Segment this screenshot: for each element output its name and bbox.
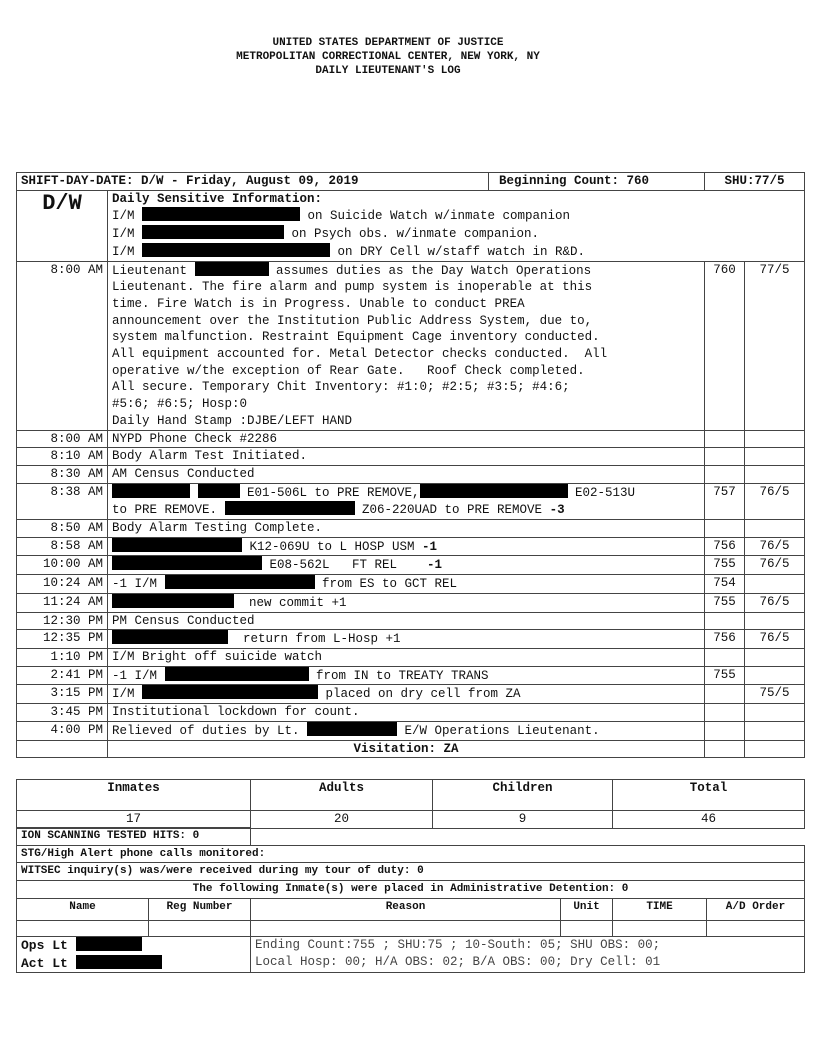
table-row: [17, 881, 805, 899]
log-entry: [17, 685, 805, 704]
shift-code: D/W: [17, 190, 108, 261]
table-cell: [745, 448, 805, 466]
entry-text: [108, 593, 705, 612]
table-cell: [705, 740, 745, 758]
entry-text: [108, 261, 705, 430]
text-segment: Act Lt: [21, 955, 68, 971]
entry-text: [108, 666, 705, 685]
entry-count: 754: [705, 575, 745, 594]
text-segment: I/M: [112, 227, 143, 242]
text-segment: to PRE REMOVE.: [112, 503, 225, 518]
table-cell: [745, 465, 805, 483]
log-entry: [17, 630, 805, 649]
table-cell: [17, 740, 108, 758]
table-cell: [745, 666, 805, 685]
entry-count: 760: [705, 261, 745, 430]
text-segment: I/M: [112, 687, 143, 702]
text-segment: -1 I/M: [112, 577, 165, 592]
entry-time: 8:50 AM: [17, 520, 108, 538]
entry-shu: 76/5: [745, 593, 805, 612]
table-cell: [705, 448, 745, 466]
redaction: [76, 955, 162, 969]
table-cell: [745, 520, 805, 538]
entry-text: [108, 575, 705, 594]
col-total: Total: [613, 780, 805, 811]
log-entry: [17, 465, 805, 483]
witsec-inquiry: WITSEC inquiry(s) was/were received during my tour of duty: 0: [17, 863, 805, 881]
text-segment: Ending Count:755 ; SHU:75 ; 10-South: 05; SHU OBS: 00;: [255, 937, 661, 952]
entry-text: NYPD Phone Check #2286: [108, 430, 705, 448]
entry-count: 755: [705, 556, 745, 575]
adults-value: 20: [251, 811, 433, 829]
text-segment: Relieved of duties by Lt.: [112, 723, 308, 738]
shift-date: SHIFT-DAY-DATE: D/W - Friday, August 09, 2019: [17, 173, 489, 191]
table-cell: [251, 920, 561, 936]
shift-row: [17, 173, 805, 191]
entry-count: 756: [705, 630, 745, 649]
col-reason: Reason: [251, 898, 561, 920]
table-row: [17, 828, 805, 846]
redaction: [142, 207, 300, 221]
redaction: [112, 630, 228, 644]
log-entry: [17, 612, 805, 630]
entry-shu: 76/5: [745, 537, 805, 556]
table-row: [17, 920, 805, 936]
text-segment: on Suicide Watch w/inmate companion: [300, 209, 571, 224]
text-segment: E01-506L to PRE REMOVE,: [239, 485, 420, 500]
entry-text: AM Census Conducted: [108, 465, 705, 483]
entry-time: 12:30 PM: [17, 612, 108, 630]
text-segment: I/M: [112, 209, 143, 224]
table-cell: [745, 575, 805, 594]
entry-time: 8:30 AM: [17, 465, 108, 483]
text-segment: on Psych obs. w/inmate companion.: [284, 227, 540, 242]
redaction: [307, 722, 397, 736]
redaction: [165, 667, 309, 681]
table-row: [17, 936, 805, 972]
col-reg-number: Reg Number: [149, 898, 251, 920]
entry-shu: 76/5: [745, 630, 805, 649]
visitation-title: Visitation: ZA: [108, 740, 705, 758]
table-row: [17, 811, 805, 829]
log-entry: [17, 575, 805, 594]
entry-time: 8:10 AM: [17, 448, 108, 466]
entry-time: 4:00 PM: [17, 721, 108, 740]
table-cell: [707, 920, 805, 936]
entry-text: [108, 721, 705, 740]
text-segment: placed on dry cell from ZA: [318, 687, 521, 702]
table-cell: [251, 828, 805, 846]
entry-text: [108, 556, 705, 575]
total-value: 46: [613, 811, 805, 829]
text-segment: from ES to GCT REL: [314, 577, 458, 592]
text-segment: Ops Lt: [21, 937, 68, 953]
col-ad-order: A/D Order: [707, 898, 805, 920]
redaction: [142, 243, 330, 257]
entry-text: Institutional lockdown for count.: [108, 704, 705, 722]
entry-shu: 76/5: [745, 483, 805, 519]
log-entry: [17, 520, 805, 538]
visitation-table: [16, 779, 805, 829]
text-segment: -3: [549, 503, 565, 518]
log-table: [16, 172, 805, 758]
table-cell: [745, 704, 805, 722]
log-entry: [17, 483, 805, 519]
text-segment: Local Hosp: 00; H/A OBS: 02; B/A OBS: 00; Dry Cell: 01: [255, 954, 661, 969]
entry-time: 12:35 PM: [17, 630, 108, 649]
text-segment: new commit +1: [234, 595, 347, 610]
col-children: Children: [433, 780, 613, 811]
col-inmates: Inmates: [17, 780, 251, 811]
log-entry: [17, 537, 805, 556]
redaction: [198, 484, 240, 498]
text-segment: I/M: [112, 244, 143, 259]
log-entry: [17, 648, 805, 666]
entry-time: 10:00 AM: [17, 556, 108, 575]
table-cell: [705, 612, 745, 630]
table-cell: [705, 721, 745, 740]
table-cell: [745, 721, 805, 740]
entry-text: Body Alarm Testing Complete.: [108, 520, 705, 538]
beginning-count: [489, 173, 705, 191]
header-line-1: UNITED STATES DEPARTMENT OF JUSTICE: [272, 37, 504, 49]
table-cell: [745, 648, 805, 666]
inmates-value: 17: [17, 811, 251, 829]
text-segment: K12-069U to L HOSP USM: [242, 539, 423, 554]
text-segment: on DRY Cell w/staff watch in R&D.: [330, 244, 586, 259]
entry-text: [108, 630, 705, 649]
col-name: Name: [17, 898, 149, 920]
text-segment: return from L-Hosp +1: [228, 632, 401, 647]
text-segment: -1: [427, 558, 443, 573]
entry-text: Body Alarm Test Initiated.: [108, 448, 705, 466]
entry-time: 8:00 AM: [17, 261, 108, 430]
text-segment: Beginning Count: 760: [499, 174, 650, 188]
text-segment: -1 I/M: [112, 668, 165, 683]
redaction: [420, 484, 568, 498]
table-row: [17, 898, 805, 920]
header-line-3: DAILY LIEUTENANT'S LOG: [315, 65, 461, 77]
table-cell: [705, 520, 745, 538]
text-segment: E02-513U: [567, 485, 636, 500]
page-header: [0, 36, 776, 78]
log-entry: [17, 666, 805, 685]
ending-count: [251, 936, 805, 972]
entry-count: 757: [705, 483, 745, 519]
log-entry: [17, 593, 805, 612]
table-row: [17, 845, 805, 863]
redaction: [112, 538, 242, 552]
table-row: [17, 780, 805, 811]
col-unit: Unit: [561, 898, 613, 920]
entry-count: 756: [705, 537, 745, 556]
redaction: [142, 225, 284, 239]
text-segment: E08-562L FT REL: [262, 558, 428, 573]
table-cell: [705, 685, 745, 704]
redaction: [142, 685, 318, 699]
redaction: [112, 484, 190, 498]
redaction: [225, 501, 355, 515]
entry-count: 755: [705, 593, 745, 612]
visitation-row: [17, 740, 805, 758]
table-cell: [745, 740, 805, 758]
entry-time: 3:15 PM: [17, 685, 108, 704]
table-cell: [17, 920, 149, 936]
table-cell: [705, 430, 745, 448]
entry-text: I/M Bright off suicide watch: [108, 648, 705, 666]
table-cell: [705, 704, 745, 722]
entry-time: 8:00 AM: [17, 430, 108, 448]
entry-time: 10:24 AM: [17, 575, 108, 594]
entry-time: 8:58 AM: [17, 537, 108, 556]
log-entry: [17, 556, 805, 575]
header-line-2: METROPOLITAN CORRECTIONAL CENTER, NEW YORK, NY: [236, 51, 540, 63]
text-segment: Daily Sensitive Information:: [112, 191, 323, 206]
children-value: 9: [433, 811, 613, 829]
text-segment: Lieutenant: [112, 263, 195, 278]
log-entry: [17, 448, 805, 466]
entry-time: 2:41 PM: [17, 666, 108, 685]
text-segment: assumes duties as the Day Watch Operations: [268, 263, 592, 278]
table-cell: [745, 430, 805, 448]
sensitive-info: [108, 190, 805, 261]
table-row: [17, 863, 805, 881]
entry-shu: 75/5: [745, 685, 805, 704]
sensitive-info-row: [17, 190, 805, 261]
admin-detention: The following Inmate(s) were placed in Administrative Detention: 0: [17, 881, 805, 899]
text-segment: Lieutenant. The fire alarm and pump system is inoperable at this time. Fire Watch is in Progress. Unable to conduct PREA announcement over the Institution Public Address System, due to, system malfunction. Restraint Equipment Cage inventory conducted. All equipment accounted for. Metal Detector checks conducted. All operative w/the exception of Rear Gate. Roof Check completed. All secure. Temporary Chit Inventory: #1:0; #2:5; #3:5; #4:6; #5:6; #6:5; Hosp:0 Daily Hand Stamp :DJBE/LEFT HAND: [112, 280, 608, 428]
text-segment: -1: [422, 539, 438, 554]
entry-text: [108, 685, 705, 704]
col-adults: Adults: [251, 780, 433, 811]
log-entry: [17, 721, 805, 740]
redaction: [195, 262, 269, 276]
footer-table: [16, 827, 805, 973]
log-entry: [17, 704, 805, 722]
col-time: TIME: [613, 898, 707, 920]
text-segment: E/W Operations Lieutenant.: [397, 723, 600, 738]
entry-time: 11:24 AM: [17, 593, 108, 612]
table-cell: [705, 465, 745, 483]
stg-calls: STG/High Alert phone calls monitored:: [17, 845, 805, 863]
ion-scanning: ION SCANNING TESTED HITS: 0: [17, 828, 251, 846]
log-entry: [17, 430, 805, 448]
entry-text: PM Census Conducted: [108, 612, 705, 630]
redaction: [112, 556, 262, 570]
log-entry: [17, 261, 805, 430]
entry-time: 8:38 AM: [17, 483, 108, 519]
redaction: [76, 937, 142, 951]
shu-count: SHU:77/5: [705, 173, 805, 191]
text-segment: from IN to TREATY TRANS: [308, 668, 489, 683]
text-segment: Z06-220UAD to PRE REMOVE: [354, 503, 550, 518]
entry-count: 755: [705, 666, 745, 685]
table-cell: [705, 648, 745, 666]
entry-time: 3:45 PM: [17, 704, 108, 722]
entry-text: [108, 537, 705, 556]
entry-time: 1:10 PM: [17, 648, 108, 666]
table-cell: [613, 920, 707, 936]
redaction: [165, 575, 315, 589]
entry-shu: 76/5: [745, 556, 805, 575]
lieutenant-signatures: [17, 936, 251, 972]
table-cell: [149, 920, 251, 936]
entry-text: [108, 483, 705, 519]
table-cell: [745, 612, 805, 630]
entry-shu: 77/5: [745, 261, 805, 430]
redaction: [112, 594, 234, 608]
table-cell: [561, 920, 613, 936]
